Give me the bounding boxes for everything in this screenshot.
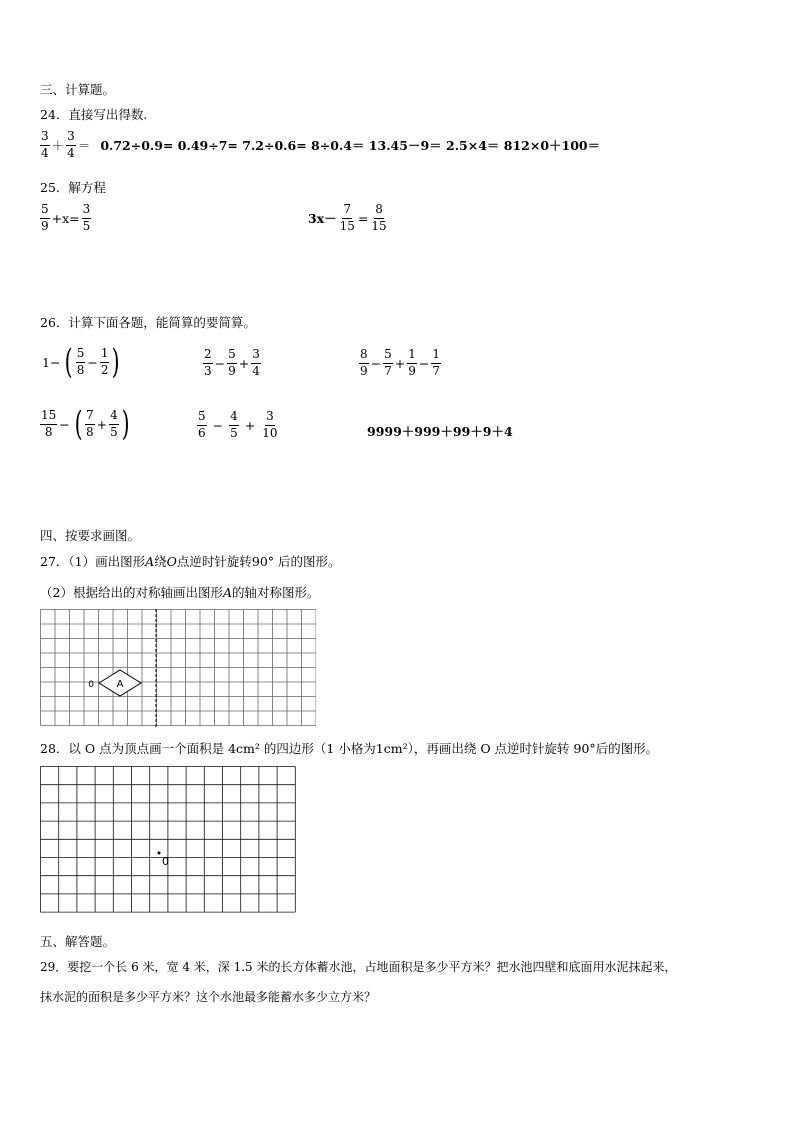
question-29-line1: 29．要挖一个长 6 米，宽 4 米，深 1.5 米的长方体蓄水池，占地面积是多少平方米？把水池四壁和底面用水泥抹起来，: [40, 960, 677, 974]
fraction: $\frac{3}{4}$: [252, 347, 260, 378]
fraction: $\frac{1}{9}$: [408, 347, 416, 378]
fraction: $\frac{5}{8}$: [76, 345, 85, 377]
text: 的轴对称图形。: [232, 585, 320, 600]
fraction: $\frac{5}{6}$: [198, 409, 206, 440]
operator: 3x－: [308, 211, 337, 227]
fraction: $\frac{1}{7}$: [432, 347, 441, 378]
fraction: $\frac{4}{5}$: [110, 407, 118, 439]
operator: 1−: [42, 354, 61, 370]
question-26-label: 26．计算下面各题，能简算的要简算。: [40, 315, 256, 330]
fraction: $\frac{3}{4}$: [41, 129, 49, 160]
oral-calc-items: 0.72÷0.9= 0.49÷7= 7.2÷0.6= 8÷0.4＝ 13.45－9＝ 2.5×4＝ 812×0＋100＝: [100, 138, 601, 154]
operator: −: [214, 355, 226, 371]
left-paren: (: [74, 404, 83, 444]
text: 27．（1）画出图形: [40, 554, 146, 569]
question-24-label: 24．直接写出得数.: [40, 107, 148, 122]
fraction: $\frac{5}{9}$: [228, 347, 236, 378]
operator: −: [418, 355, 430, 371]
expression-3: [359, 348, 441, 379]
fraction: $\frac{8}{15}$: [371, 202, 387, 233]
section-title-3: 三、计算题。: [40, 82, 116, 97]
question-27-part1: [40, 552, 341, 570]
left-paren: (: [65, 342, 74, 382]
fraction: $\frac{15}{8}$: [41, 407, 57, 439]
fraction: $\frac{7}{15}$: [339, 202, 355, 233]
text: A: [222, 585, 232, 600]
operator: −: [370, 355, 382, 371]
operator: =: [357, 210, 369, 226]
text: O: [166, 554, 177, 569]
point-o-label: 0: [162, 855, 169, 868]
operator: −: [87, 354, 98, 370]
expression-6: 9999＋999＋99＋9＋4: [367, 424, 513, 439]
operator: −: [212, 417, 224, 433]
question-24-expressions: [40, 130, 600, 161]
fraction: $\frac{1}{2}$: [100, 345, 109, 377]
grid-28: [40, 766, 300, 924]
fraction: $\frac{3}{10}$: [262, 409, 278, 440]
operator: ＋: [51, 138, 65, 154]
expression-2: [203, 348, 261, 379]
text: 绕: [154, 554, 167, 569]
operator: +: [394, 355, 406, 371]
operator: +: [96, 416, 108, 432]
operator: +: [244, 417, 256, 433]
text: 点逆时针旋转90° 后的图形。: [176, 554, 341, 569]
fraction: $\frac{3}{4}$: [67, 129, 75, 160]
right-paren: ): [112, 342, 121, 382]
fraction: $\frac{4}{5}$: [230, 409, 238, 440]
question-25-label: 25．解方程: [40, 180, 106, 195]
question-28-label: 28．以 O 点为顶点画一个面积是 4cm² 的四边形（1 小格为1cm²），再画出绕 O 点逆时针旋转 90°后的图形。: [40, 741, 659, 756]
operator: −: [59, 416, 70, 432]
point-o-label: 0: [88, 680, 94, 690]
operator: ＝: [77, 138, 91, 154]
grid-27: [40, 609, 316, 727]
question-29-line2: 抹水泥的面积是多少平方米？这个水池最多能蓄水多少立方米？: [40, 990, 377, 1004]
fraction: $\frac{8}{9}$: [360, 347, 368, 378]
equation-1: [40, 203, 91, 234]
expression-4: [40, 404, 132, 444]
fraction: $\frac{3}{5}$: [82, 202, 91, 233]
expression-5: [197, 410, 279, 441]
equation-2: [306, 203, 388, 234]
operator: +x=: [51, 210, 80, 226]
right-paren: ): [121, 404, 130, 444]
text: （2）根据给出的对称轴画出图形: [40, 585, 223, 600]
operator: +: [238, 355, 250, 371]
section-title-5: 五、解答题。: [40, 934, 116, 949]
fraction: $\frac{5}{7}$: [384, 347, 392, 378]
question-27-part2: [40, 583, 320, 601]
section-title-4: 四、按要求画图。: [40, 528, 141, 543]
expression-1: [40, 342, 123, 382]
fraction: $\frac{7}{8}$: [86, 407, 94, 439]
shape-a-label: A: [116, 679, 124, 690]
fraction: $\frac{2}{3}$: [204, 347, 212, 378]
fraction: $\frac{5}{9}$: [41, 202, 49, 233]
point-o: [158, 852, 161, 855]
text: A: [145, 554, 155, 569]
